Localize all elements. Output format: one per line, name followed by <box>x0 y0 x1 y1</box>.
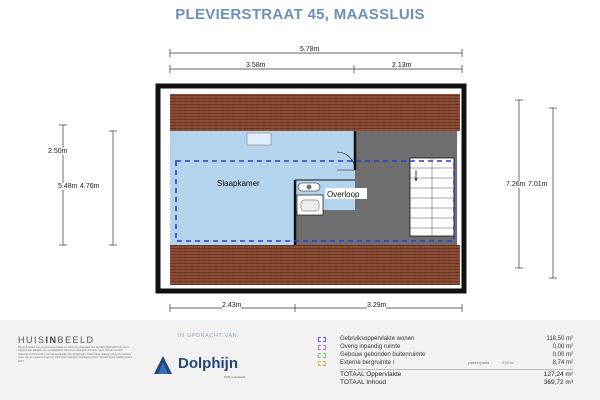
roof-top <box>170 94 460 131</box>
dim-top-total: 5.78m <box>300 46 320 53</box>
dim-top-left: 3.58m <box>246 62 266 69</box>
boiler-icon <box>298 183 320 191</box>
header <box>0 0 600 30</box>
disclaimer-text: Bij het bepalen van de vloeroppervlakte en inhoud is uitgegaan van de NEN 2580:2007 NL norm. Opgave kan afwijken van werkelijkheid. Aan deze plattegrond kunnen geen rechten worden ontleend. Huisinbeeld is niet aansprakelijk voor afwijkingen. Indien deze plattegrond op de website staat, zijn de maatvoeringen en indelingen indicatief. Testingang POO. Vervaardiging Plattegronden 2017. <box>18 346 133 363</box>
bottom-dimensions <box>170 304 462 312</box>
roof-bottom <box>170 245 460 285</box>
area-legend <box>318 336 583 387</box>
opdracht-label: IN OPDRACHT VAN: <box>178 333 240 339</box>
logo-sub: NVM makelaardij <box>224 375 246 379</box>
dim-right-inner: 7.26m <box>506 181 526 188</box>
skylight-icon <box>247 133 271 145</box>
legend-swatch <box>318 337 326 342</box>
dolphijn-logo <box>152 352 272 392</box>
right-dimensions <box>515 100 557 278</box>
staircase-icon <box>410 158 454 236</box>
sink-cabinet-icon <box>297 195 323 215</box>
legend-swatch <box>318 353 326 358</box>
floor-plan-drawing <box>0 30 600 320</box>
total-row: TOTAAL Oppervlakte 127,24 m² <box>340 371 573 378</box>
room-label-overloop: Overloop <box>327 190 360 199</box>
dim-bottom-right: 3.29m <box>367 302 387 309</box>
dim-left-mid: 4.76m <box>80 183 100 190</box>
logo-name: Dolphijn <box>178 355 238 372</box>
huisinbeeld-logo: HUISINBEELD <box>18 335 95 345</box>
legend-row: Gebouw gebonden buitenruimte 0,00 m² <box>318 352 583 360</box>
floor-plan <box>0 30 600 320</box>
total-row: TOTAAL Inhoud 369,72 m³ <box>340 379 573 386</box>
legend-swatch <box>318 361 326 366</box>
page-title: PLEVIERSTRAAT 45, MAASSLUIS <box>175 6 425 23</box>
dim-left-inner: 2.50m <box>48 148 68 155</box>
legend-row: Externe bergruimte / parkeerplaats 0,00 m² 8,74 m² <box>318 360 583 368</box>
dim-right-outer: 7.01m <box>528 181 548 188</box>
dim-bottom-left: 2.43m <box>222 302 242 309</box>
dim-top-right: 2.13m <box>392 62 412 69</box>
legend-swatch <box>318 345 326 350</box>
legend-row: Overig inpandig ruimte 0,00 m² <box>318 344 583 352</box>
legend-row: Gebruiksoppervlakte wonen 118,50 m² <box>318 336 583 344</box>
legend-divider <box>340 369 573 370</box>
dim-left-outer: 5.48m <box>58 183 78 190</box>
dolphijn-mark-icon <box>152 354 174 376</box>
room-label-slaapkamer: Slaapkamer <box>217 179 260 188</box>
